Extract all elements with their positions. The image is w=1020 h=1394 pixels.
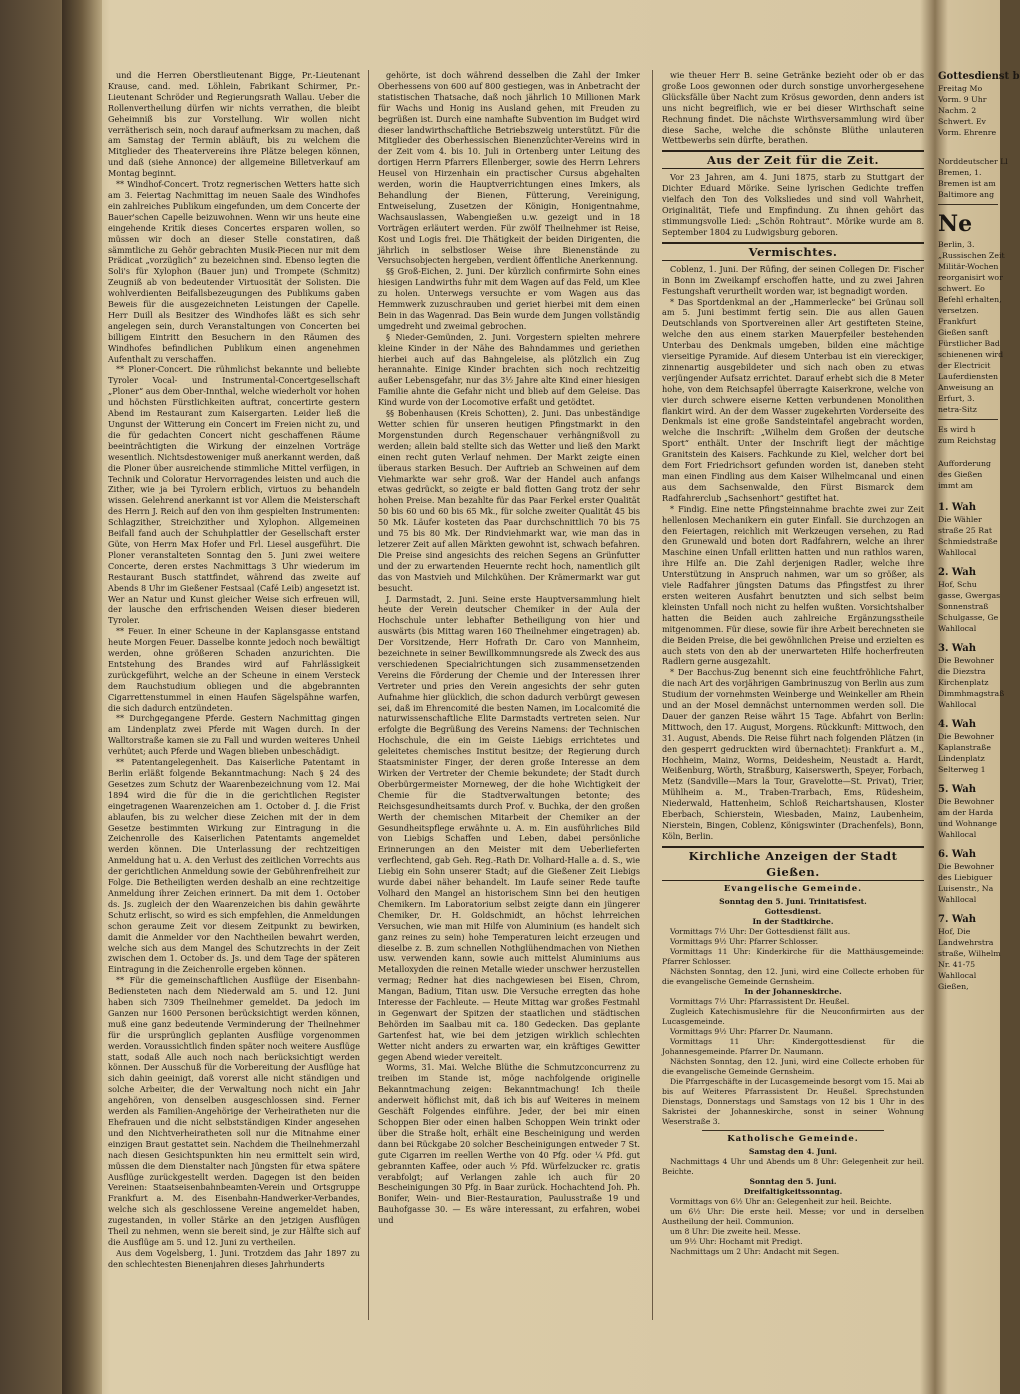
- fragment-line: Kirchenplatz: [938, 678, 989, 687]
- fragment-line: versetzen.: [938, 306, 979, 315]
- section-heading-vermischtes: Vermischtes.: [662, 242, 924, 261]
- article-paragraph: Worms, 31. Mai. Welche Blüthe die Schmutzconcurrenz zu treiben im Stande ist, möge nachfolgende originelle Bekanntmachung zeigen: Bekanntmachung! Ich theile anderweit höflichst mit, daß ich bis auf Weiteres in meinem Geschäft Folgendes einführe. Jeder, der bei mir einen Schoppen Bier oder einen halben Schoppen Wein trinkt oder über die Straße holt, erhält eine Bescheinigung und werden dann bei Rückgabe 20 solcher Bescheinigungen entweder 7 St. gute Cigarren im reellen Werthe von 40 Pfg. oder ¼ Pfd. gut gebrannten Kaffee, oder auch ½ Pfd. Würfelzucker rc. gratis verabfolgt; auf Verlangen zahle ich auch für 20 Bescheinigungen 30 Pfg. in Baar zurück. Hochachtend Joh. Ph. Bonifer, Wein- und Bier-Restauration, Paulusstraße 19 und Bauhofgasse 30. — Es wäre interessant, zu erfahren, wobei und: [378, 1062, 640, 1226]
- church-notice-line: um 8 Uhr: Die zweite heil. Messe.: [670, 1226, 801, 1236]
- fragment-line: schwert. Eo: [938, 284, 985, 293]
- fragment-line: Freitag Mo: [938, 84, 983, 93]
- church-notice-line: Sonntag den 5. Juni. Trinitatisfest.: [719, 896, 867, 906]
- church-notice-line: Nächsten Sonntag, den 12. Juni, wird eine Collecte erhoben für die evangelische Gemeinde Gernsheim.: [662, 1056, 924, 1076]
- fragment-line: Die Bewohner: [938, 732, 994, 741]
- article-paragraph: J. Darmstadt, 2. Juni. Seine erste Hauptversammlung hielt heute der Verein deutscher Chemiker in der Aula der Hochschule unter lebhafter Betheiligung von hier und auswärts (bis Mittag waren 160 Theilnehmer eingetragen) ab. Der Vorsitzende, Herr Hofrath Dr. Caro von Mannheim, bezeichnete in seiner Bewillkommnungsrede als Zweck des aus verschiedenen Specialrichtungen sich zusammensetzenden Vereins die Förderung der Chemie und der Interessen ihrer Vertreter und pries den Verein angesichts der sehr guten Aufnahme hier glücklich, die schon dadurch verbürgt gewesen sei, daß im Ehrencomité die besten Namen, im Localcomité die naturwissenschaftliche Elite Darmstadts vertreten seien. Nur erfolgte die Begrüßung des Vereins Namens: der Technischen Hochschule, die ein im Geiste Liebigs errichtetes und geleitetes chemisches Institut besitze; der Regierung durch Staatsminister Finger, der deren große Interesse an dem Wirken der Vertreter der Chemie bekundete; der Stadt durch Oberbürgermeister Morneweg, der die hohe Wichtigkeit der Chemie für die Stadtverwaltungen betonte; des Reichsgesundheitsamts durch Prof. v. Buchka, der den großen Werth der chemischen Mitarbeit der Chemiker an der Gesundheitspflege erwähnte u. A. m. Ein ausführliches Bild von Liebigs Schaffen und Leben, dabei persönliche Erinnerungen an den Meister mit dem Ueberlieferten verflechtend, gab Geh. Reg.-Rath Dr. Volhard-Halle a. d. S., wie Liebig ein Sohn unserer Stadt; auf die Gießener Zeit Liebigs wurde dabei näher behandelt. Im Laufe seiner Rede taufte Volhard den Mangel an historischem Sinn bei den heutigen Chemikern. Im Laboratorium selbst zeigte dann ein jüngerer Chemiker, Dr. H. Goldschmidt, an höchst lehrreichen Versuchen, wie man mit Hilfe von Aluminium (es handelt sich ganz reines zu sein) hohe Temperaturen leicht erzeugen und dieselbe z. B. zum schnellen Nothglühendmachen von Niethen usw. verwenden kann, sowie auch mittelst Aluminiums aus Metalloxyden die reinen Metalle wieder unschwer herzustellen vermag; Redner hat dies nachgewiesen bei Eisen, Chrom, Mangan, Badium, Titan usw. Die Versuche erregten das hohe Interesse der Fachleute. — Heute Mittag war großes Festmahl in Gegenwart der Spitzen der staatlichen und städtischen Behörden im Saalbau mit ca. 180 Gedecken. Das geplante Gartenfest hat, wie bei dem jetzigen wirklich schlechten Wetter nicht anders zu erwarten war, ein kräftiges Gewitter gegen Abend wieder vereitelt.: [378, 593, 640, 1062]
- church-notice-line: um 6½ Uhr: Die erste heil. Messe; vor und in derselben Austheilung der heil. Communion.: [662, 1206, 924, 1226]
- fragment-line: und Wohnange: [938, 819, 998, 828]
- church-notice-line: In der Johanneskirche.: [744, 986, 842, 996]
- church-notice-line: Zugleich Katechismuslehre für die Neuconfirmirten aus der Lucasgemeinde.: [662, 1006, 924, 1026]
- vermischtes-list: [662, 264, 924, 842]
- fragment-line: straße 25 Rat: [938, 526, 993, 535]
- fragment-line: Die Bewohner: [938, 797, 994, 806]
- fragment-line: Die Wähler: [938, 515, 982, 524]
- fragment-line: des Gießen: [938, 470, 983, 479]
- fragment-line: Wahllocal: [938, 624, 977, 633]
- fragment-line: Nachm. 2: [938, 106, 977, 115]
- fragment-line: am der Harda: [938, 808, 994, 817]
- church-notice-line: Sonntag den 5. Juni.: [749, 1176, 837, 1186]
- fragment-line: Schwert. Ev: [938, 117, 986, 126]
- fragment-line: Baltimore ang: [938, 190, 995, 199]
- spacer: [938, 446, 1000, 458]
- vermischtes-item: Coblenz, 1. Juni. Der Rüfing, der seinen Collegen Dr. Fischer in Bonn im Zweikampf erschoffen hatte, und zu zwei Jahren Festungshaft verurtheilt worden war, ist begnadigt worden.: [662, 263, 924, 296]
- fragment-line: 5. Wah: [938, 784, 977, 795]
- fragment-line: die Diezstra: [938, 667, 986, 676]
- article-paragraph: ** Patentangelegenheit. Das Kaiserliche Patentamt in Berlin erläßt folgende Bekanntmachung: Nach § 24 des Gesetzes zum Schutz der Waarenbezeichnung vom 12. Mai 1894 wird die für die in die gerichtlichen Register eingetragenen Waarenzeichen am 1. October d. J. die Frist ablaufen, bis zu welcher diese Zeichen mit der in dem Gesetze bestimmten Wirkung zur Eintragung in die Zeichenrolle des Kaiserlichen Patentamts angemeldet werden können. Die Unterlassung der rechtzeitigen Anmeldung hat u. A. den Verlust des zeitlichen Vorrechts aus der gerichtlichen Anmeldung sowie der Gebührenfreiheit zur Folge. Die Betheiligten werden deshalb an eine rechtzeitige Anmeldung ihrer Zeichen erinnert. Da mit dem 1. October ds. Js. zugleich der den Waarenzeichen bis dahin gewährte Schutz erlischt, so wird es sich empfehlen, die Anmeldungen schon geraume Zeit vor diesem Zeitpunkt zu bewirken, damit die Anmelder vor den Nachtheilen bewahrt werden, welche sich aus dem Mangel des Schutzrechts in der Zeit zwischen dem 1. October ds. Js. und dem Tage der späteren Eintragung in die Zeichenrolle ergeben können.: [108, 757, 360, 975]
- fragment-line: Bremen, 1.: [938, 168, 982, 177]
- article-paragraph: Aus dem Vogelsberg, 1. Juni. Trotzdem das Jahr 1897 zu den schlechtesten Bienenjahren dieses Jahrhunderts: [108, 1247, 360, 1269]
- fragment-line: straße, Wilhelm: [938, 949, 1001, 958]
- column-rule: [652, 70, 653, 1320]
- fragment-line: 6. Wah: [938, 849, 977, 860]
- spacer: [938, 840, 1000, 848]
- spacer: [938, 905, 1000, 913]
- fragment-line: Norddeutscher Ll: [938, 157, 1008, 166]
- evangelische-gemeinde-heading: Evangelische Gemeinde.: [723, 883, 863, 894]
- fragment-line: Sonnenstraß: [938, 602, 989, 611]
- fragment-line: zum Reichstag: [938, 436, 997, 445]
- article-paragraph: ** Für die gemeinschaftlichen Ausflüge der Eisenbahn-Bediensteten nach dem Niederwald am 5. und 12. Juni haben sich 7309 Theilnehmer gemeldet. Da jedoch im Ganzen nur 1600 Personen berücksichtigt werden können, muß eine ganz bedeutende Verminderung der Theilnehmer für die ursprünglich geplanten Ausflüge vorgenommen werden. Voraussichtlich finden später noch weitere Ausflüge statt, sodaß Alle auch noch nach berücksichtigt werden können. Der Ausschuß für die Vorbereitung der Ausflüge hat sich dahin geeinigt, daß vorerst alle nicht ständigen und solche Arbeiter, die der Verwaltung noch nicht ein Jahr angehören, von denselben ausgeschlossen sind. Ferner werden als Familien-Angehörige der Verheiratheten nur die Ehefrauen und die nicht selbstständigen Kinder angesehen und den Nichtverheiratheten soll nur die Mitnahme einer einzigen Braut gestattet sein. Nachdem die Theilnehmerzahl nach diesen Gesichtspunkten hin neu ermittelt sein wird, müssen die dem Dienstalter nach Jüngsten für etwa spätere Ausflüge zurückgestellt werden. Dagegen ist den beiden Vereinen: Staatseisenbahnbeamten-Verein und Ortsgruppe Frankfurt a. M. des Eisenbahn-Handwerker-Verbandes, welche sich als geschlossene Vereine angemeldet haben, zugestanden, in voller Stärke an den jetzigen Ausflügen Theil zu nehmen, wenn sie bereit sind, je zur Hälfte sich auf die Ausflüge am 5. und 12. Juni zu vertheilen.: [108, 975, 360, 1247]
- church-notice-line: Die Pfarrgeschäfte in der Lucasgemeinde besorgt vom 15. Mai ab bis auf Weiteres Pfarrassistent Dr. Heußel. Sprechstunden Dienstags, Donnerstags und Samstags von 12 bis 1 Uhr in des Sakristei der Johanneskirche, sonst in seiner Wohnung Weserstraße 3.: [662, 1076, 924, 1126]
- fragment-line: Landwehrstra: [938, 938, 994, 947]
- fragment-line: Gießen sanft: [938, 328, 989, 337]
- vermischtes-item: * Findig. Eine nette Pfingsteinnahme brachte zwei zur Zeit hellenlosen Mechanikern ein guter Einfall. Sie durchzogen an den Feiertagen, reichlich mit Werkzeugen versehen, zu Rad den Grunewald und boten dort Radfahrern, welche an ihrer Maschine einen Unfall erlitten hatten und nun rathlos waren, ihre Hilfe an. Die Zahl derjenigen Radler, welche ihre Unterstützung in Anspruch nahmen, war um so größer, als viele Radfahrer jüngsten Datums das Pfingstfest zu ihrer ersten weiteren Ausfahrt benutzten und sich selbst beim kleinsten Unfall noch nicht zu helfen wußten. Vorsichtshalber hatten die Beiden auch zahlreiche Ergänzungsstheile mitgenommen. Für diese, sowie für ihre Arbeit berechneten sie die Beiden Preise, die bei gewöhnlichen Preise und erzielten es auch stets von den ab der unerwarteten Hilfe hocherfreuten Radlern gerne ausgezahlt.: [662, 503, 924, 667]
- fragment-line: Die Bewohner: [938, 862, 994, 871]
- fragment-line: Wahllocal: [938, 830, 977, 839]
- church-notice-line: Vormittags 11 Uhr: Kindergottesdienst für die Johannesgemeinde. Pfarrer Dr. Naumann.: [662, 1036, 924, 1056]
- katholische-gemeinde-heading: Katholische Gemeinde.: [727, 1133, 859, 1144]
- divider: [938, 419, 998, 420]
- spacer: [938, 138, 1000, 156]
- fragment-line: Erfurt, 3.: [938, 394, 975, 403]
- section-heading-zeit: Aus der Zeit für die Zeit.: [662, 150, 924, 169]
- fragment-line: Befehl erhalten,: [938, 295, 1002, 304]
- article-paragraph: gehörte, ist doch während desselben die Zahl der Imker Oberhessens von 600 auf 800 gestiegen, was in Anbetracht der statistischen Thatsache, daß noch jährlich 10 Millionen Mark für Wachs und Honig ins Ausland gehen, mit Freuden zu begrüßen ist. Durch eine namhafte Subvention im Budget wird dieser landwirthschaftliche Betriebszweig unterstützt. Für die Mitglieder des Oberhessischen Bienenzüchter-Vereins wird in der Zeit vom 4. bis 10. Juli in Ortenberg unter Leitung des dortigen Herrn Pfarrers Ellenberger, sowie des Herrn Lehrers Heusel von Hirzenhain ein practischer Cursus abgehalten werden, worin die Hauptverrichtungen eines Imkers, als Behandlung der Bienen, Fütterung, Vereinigung, Entweiselung, Zusetzen der Königin, Honigentnahme, Wachsauslassen, Wabengießen u.w. gezeigt und in 18 Vorträgen erläutert werden. Für zwölf Theilnehmer ist Reise, Kost und Logis frei. Die Thätigkeit der beiden Dirigenten, die jährlich in selbstloser Weise ihre Bienenstände zu Versuchsobjecten hergeben, verdient öffentliche Anerkennung.: [378, 70, 640, 266]
- church-notice-line: Vormittags 9½ Uhr: Pfarrer Schlosser.: [670, 936, 819, 946]
- fragment-line: Vorm. 9 Uhr: [938, 95, 987, 104]
- church-notice-line: Nachmittags 4 Uhr und Abends um 8 Uhr: Gelegenheit zur heil. Beichte.: [662, 1156, 924, 1176]
- church-notice-line: um 9½ Uhr: Hochamt mit Predigt.: [670, 1236, 803, 1246]
- article-paragraph: ** Durchgegangene Pferde. Gestern Nachmittag gingen am Lindenplatz zwei Pferde mit Wagen durch. In der Walltorstraße kamen sie zu Fall und wurden weiteres Unheil verhütet; auch Pferde und Wagen blieben unbeschädigt.: [108, 713, 360, 757]
- church-notice-line: Samstag den 4. Juni.: [748, 1146, 838, 1156]
- divider: [938, 204, 998, 205]
- fragment-line: Nr. 41-75: [938, 960, 976, 969]
- fragment-line: Bremen ist am: [938, 179, 996, 188]
- spacer: [938, 491, 1000, 501]
- vermischtes-item: * Der Bacchus-Zug benennt sich eine feuchtfröhliche Fahrt, die nach Art des vorjährigen Gambrinuszug von Berlin aus zum Studium der vornehmsten Weinberge und Weinkeller am Rhein und an der Mosel demnächst unternommen werden soll. Die Dauer der ganzen Reise währt 15 Tage. Abfahrt von Berlin: Mittwoch, den 17. August, Morgens. Rückkunft: Mittwoch, den 31. August, Abends. Die Reise führt nach folgenden Plätzen (in den gesperrt gedruckten wird übernachtet): Frankfurt a. M., Hochheim, Mainz, Worms, Deidesheim, Neustadt a. Hardt, Weißenburg, Wörth, Straßburg, Kaiserswerth, Speyer, Forbach, Metz (Sandville—Mars la Tour, Gravelotte—St. Privat), Trier, Mühlheim a. M., Traben-Trarbach, Ems, Rüdesheim, Niederwald, Hattenheim, Schloß Reichartshausen, Kloster Eberbach, Schierstein, Wiesbaden, Mainz, Laubenheim, Nierstein, Bingen, Coblenz, Königswinter (Drachenfels), Bonn, Köln, Berlin.: [662, 667, 924, 841]
- column-1: [108, 70, 360, 1352]
- fragment-line: des Liebiguer: [938, 873, 993, 882]
- church-notice-line: Nächsten Sonntag, den 12. Juni, wird eine Collecte erhoben für die evangelische Gemeinde Gernsheim.: [662, 966, 924, 986]
- fragment-line: Schulgasse, Ge: [938, 613, 999, 622]
- fragment-line: Lauferdiensten: [938, 372, 998, 381]
- church-notice-line: In der Stadtkirche.: [752, 916, 834, 926]
- fragment-line: Lindenplatz: [938, 754, 985, 763]
- fragment-line: Vorm. Ehrenre: [938, 128, 997, 137]
- fragment-line: Militär-Wochen: [938, 262, 999, 271]
- fragment-line: reorganisirt wor: [938, 273, 1003, 282]
- spacer: [938, 558, 1000, 566]
- fragment-line: „Russischen Zeit: [938, 251, 1005, 260]
- fragment-line: Aufforderung: [938, 459, 991, 468]
- fragment-line: schienenen wird: [938, 350, 1004, 359]
- column-rule: [368, 70, 369, 1320]
- church-notice-line: Vormittags 7½ Uhr: Pfarrassistent Dr. Heußel.: [670, 996, 850, 1006]
- fragment-line: gasse, Gwergas: [938, 591, 1001, 600]
- article-continuation: wie theuer Herr B. seine Getränke bezieht oder ob er das große Loos gewonnen oder durch sonstige unvorhergesehene Glücksfälle über Nacht zum Krösus geworden, denn anders ist uns nicht begreiflich, wie er bei dieser Wirthschaft seine Rechnung findet. Die nächste Wirthsversammlung wird über diese Sache, welche die schönste Blüthe unlauteren Wettbewerbs sein dürfte, berathen.: [662, 70, 924, 146]
- column-2: [378, 70, 640, 1290]
- fragment-line: 2. Wah: [938, 567, 977, 578]
- fragment-line: 3. Wah: [938, 643, 977, 654]
- fragment-line: Anweisung an: [938, 383, 994, 392]
- fragment-line: der Electricit: [938, 361, 991, 370]
- fragment-line: Kaplanstraße: [938, 743, 991, 752]
- book-gutter: [62, 0, 102, 1394]
- fragment-line: Gießen,: [938, 982, 969, 991]
- fragment-line: Hof, Schu: [938, 580, 977, 589]
- fragment-line: Frankfurt: [938, 317, 977, 326]
- article-paragraph: ** Ploner-Concert. Die rühmlichst bekannte und beliebte Tyroler Vocal- und Instrumental-Concertgesellschaft „Ploner“ aus dem Ober-Innthal, welche wiederholt vor hohen und höchsten Fürstlichkeiten auftrat, concertirte gestern Abend im Restaurant zum Kaisergarten. Leider ließ die Ungunst der Witterung ein Concert im Freien nicht zu, und die für gedachten Concert nicht geschaffenen Räume beeinträchtigten die Wirkung der einzelnen Vorträge wesentlich. Nichtsdestoweniger muß anerkannt werden, daß die Ploner über ausreichende stimmliche Mittel verfügen, in Technik und Coloratur Hervorragendes leisten und auch die Zither, wie ja bei Tyrolern erblich, virtuos zu behandeln wissen. Gelehrend anerkannt ist vor Allem die Meisterschaft des Herrn J. Reich auf den von ihm gespielten Instrumenten: Schlagzither, Streichzither und Xylophon. Allgemeinen Beifall fand auch der Schuhplattler der Gesellschaft erster Güte, von Herrn Max Hofer und Frl. Liesel ausgeführt. Die Ploner veranstalteten Sonntag den 5. Juni zwei weitere Concerte, deren erstes Nachmittags 3 Uhr wiederum im Restaurant Busch stattfindet, während das zweite auf Abends 8 Uhr im Gießener Festsaal (Café Leib) angesetzt ist. Wer an Natur und Kunst gleicher Weise sich erfreuen will, der lausche den erfrischenden Weisen dieser biederen Tyroler.: [108, 364, 360, 626]
- katholische-gemeinde-list: [662, 1147, 924, 1257]
- church-notice-line: Nachmittags um 2 Uhr: Andacht mit Segen.: [670, 1246, 840, 1256]
- fragment-line: netra-Sitz: [938, 405, 977, 414]
- church-notice-line: Vormittags 9½ Uhr: Pfarrer Dr. Naumann.: [670, 1026, 833, 1036]
- article-paragraph: § Nieder-Gemünden, 2. Juni. Vorgestern spielten mehrere kleine Kinder in der Nähe des Bahndammes und geriethen hierbei auch auf das Bahngeleise, als plötzlich ein Zug herannahte. Einige Kinder brachten sich noch rechtzeitig außer Lebensgefahr, nur das 3½ Jahre alte Kind einer hiesigen Familie ahnte die Gefahr nicht und blieb auf dem Geleise. Das Kind wurde von der Locomotive erfaßt und getödtet.: [378, 331, 640, 408]
- fragment-heading: Ne: [938, 211, 973, 237]
- fragment-line: Gottesdienst b: [938, 71, 1020, 82]
- church-notice-line: Vormittags von 6½ Uhr an: Gelegenheit zur heil. Beichte.: [670, 1196, 892, 1206]
- fragment-line: Wahllocal: [938, 700, 977, 709]
- spacer: [938, 634, 1000, 642]
- fragment-line: 1. Wah: [938, 502, 977, 513]
- evangelische-gemeinde-list: [662, 897, 924, 1127]
- fragment-line: Wahllocal: [938, 971, 977, 980]
- fragment-line: Berlin, 3.: [938, 240, 975, 249]
- newspaper-page: [102, 70, 930, 1360]
- fragment-line: Dimmhmagstraß: [938, 689, 1005, 698]
- spacer: [938, 775, 1000, 783]
- adjacent-page-fragment: [938, 70, 1020, 1350]
- church-notice-line: Gottesdienst.: [764, 906, 822, 916]
- fragment-line: Luisenstr., Na: [938, 884, 994, 893]
- article-paragraph: §§ Bobenhausen (Kreis Schotten), 2. Juni. Das unbeständige Wetter schien für unseren heutigen Pfingstmarkt in den Morgenstunden durch Regenschauer verhängnißvoll zu werden; allein bald stellte sich das Wetter und ließ den Markt einen recht guten Verlauf nehmen. Der Markt zeigte einen überaus starken Besuch. Der Auftrieb an Schweinen auf dem Viehmarkte war sehr groß. War der Handel auch anfangs etwas gedrückt, so zeigte er bald flotten Gang trotz der sehr hohen Preise. Man bezahlte für das Paar Ferkel erster Qualität 50 bis 60 und 60 bis 65 Mk., für solche zweiter Qualität 45 bis 50 Mk. Läufer kosteten das Paar durchschnittlich 70 bis 75 und 75 bis 80 Mk. Der Rindviehmarkt war, wie man das in letzerer Zeit auf allen Märkten gewohnt ist, schwach befahren. Die Preise sind angesichts des reichen Segens an Grünfutter und der zu erwartenden Heuernte recht hoch, namentlich gilt das von Mastvieh und Milchkühen. Der Krämermarkt war gut besucht.: [378, 408, 640, 593]
- fragment-line: 4. Wah: [938, 719, 977, 730]
- church-notice-line: Dreifaltigkeitssonntag.: [743, 1186, 843, 1196]
- fragment-line: Die Bewohner: [938, 656, 994, 665]
- fragment-line: Wahllocal: [938, 548, 977, 557]
- fragment-line: Schmiedstraße: [938, 537, 998, 546]
- fragment-line: Wahllocal: [938, 895, 977, 904]
- fragment-line: 7. Wah: [938, 914, 977, 925]
- divider: [702, 1130, 884, 1131]
- fragment-line: Hof, Die: [938, 927, 971, 936]
- article-moerike: Vor 23 Jahren, am 4. Juni 1875, starb zu Stuttgart der Dichter Eduard Mörike. Seine lyrischen Gedichte treffen vielfach den Ton des Volksliedes und sind voll Wahrheit, Originalität, Tiefe und Empfindung. Zu ihnen gehört das stimmungsvolle Lied: „Schön Rohtraut“. Mörike wurde am 8. September 1804 zu Ludwigsburg geboren.: [662, 172, 924, 237]
- fragment-line: Selterweg 1: [938, 765, 986, 774]
- fragment-line: Es wird h: [938, 425, 976, 434]
- spacer: [938, 710, 1000, 718]
- section-heading-kirchliche-anzeigen: Kirchliche Anzeigen der Stadt Gießen.: [662, 846, 924, 881]
- fragment-line: Fürstlicher Bad: [938, 339, 1000, 348]
- church-notice-line: Vormittags 7½ Uhr: Der Gottesdienst fällt aus.: [670, 926, 851, 936]
- article-paragraph: ** Feuer. In einer Scheune in der Kaplansgasse entstand heute Morgen Feuer. Dasselbe konnte jedoch noch bewältigt werden, ohne größeren Schaden anzurichten. Die Entstehung des Brandes wird auf Fahrlässigkeit zurückgeführt, welche an der Scheune in einem Versteck dem Rauchstudium obliegen und die abgebrannten Cigarrettenstummel in einen Haufen Sägelspähne warfen, die sich dadurch entzündeten.: [108, 626, 360, 713]
- article-paragraph: und die Herren Oberstlieutenant Bigge, Pr.-Lieutenant Krause, cand. med. Löhlein, Fabrikant Schirmer, Pr.-Lieutenant Schröder und Regierungsrath Wallau. Ueber die Rollenvertheilung dürfen wir nichts verrathen, die bleibt Geheimniß bis zur Vorstellung. Wir wollen nicht verrätherisch sein, noch darauf aufmerksam zu machen, daß am Samstag der Termin abläuft, bis zu welchem die Mitglieder des Theatervereins ihre Plätze belegen können, und daß (siehe Annonce) der allgemeine Billetverkauf am Montag beginnt.: [108, 70, 360, 179]
- vermischtes-item: * Das Sportdenkmal an der „Hammerlecke“ bei Grünau soll am 5. Juni bestimmt fertig sein. Die aus allen Gauen Deutschlands von Sportvereinen aller Art gestifteten Steine, welche den aus einem starken Mauerpfeiler bestehenden Unterbau des Denkmals umgeben, bilden eine mächtige vierseitige Pyramide. Auf diesem Unterbau ist ein viereckiger, zinnenartig ausgebildeter und sich nach oben zu etwas verjüngender Aufsatz errichtet. Darauf erhebt sich die 8 Meter hohe, von dem Reichsapfel überragte Kaiserkrone, welche von vier durch schwere eiserne Ketten verbundenen Monolithen flankirt wird. An der dem Wasser zugekehrten Vorderseite des Denkmals ist eine große Sandsteintafel angebracht worden, welche die Inschrift: „Wilhelm dem Großen der deutsche Sport“ enthält. Unter der Inschrift liegt der mächtige Granitstein des Kaisers. Fachkunde zu Kiel, welcher dort bei dem Fort Friedrichsort gefunden worden ist, daneben steht man einen Findling aus dem Kaiser Wilhelmcanal und einen aus dem Sachsenwalde, den Fürst Bismarck dem Radfahrerclub „Sachsenhort“ gestiftet hat.: [662, 296, 924, 503]
- column-3: [662, 70, 924, 1352]
- fragment-line: immt am: [938, 481, 973, 490]
- church-notice-line: Vormittags 11 Uhr: Kinderkirche für die Matthäusgemeinde: Pfarrer Schlosser.: [662, 946, 924, 966]
- article-paragraph: §§ Groß-Eichen, 2. Juni. Der kürzlich confirmirte Sohn eines hiesigen Landwirths fuhr mit dem Wagen auf das Feld, um Klee zu holen. Unterwegs versuchte er vom Wagen aus das Hemmwerk zuzuschrauben und geriet hierbei mit dem einen Bein in das Wagenrad. Das Bein wurde dem Jungen vollständig umgedreht und zweimal gebrochen.: [378, 266, 640, 331]
- article-paragraph: ** Windhof-Concert. Trotz regnerischen Wetters hatte sich am 3. Feiertag Nachmittag im neuen Saale des Windhofes ein zahlreiches Publikum eingefunden, um dem Concerte der Bauer'schen Capelle beizuwohnen. Wenn wir uns heute eine eingehende Kritik dieses Concertes ersparen wollen, so müssen wir doch an dieser Stelle constatiren, daß sämmtliche zu Gehör gebrachten Musik-Piecen nur mit dem Prädicat „vorzüglich“ zu bezeichnen sind. Ebenso legten die Soli's für Xylophon (Bauer jun) und Trompete (Schmitz) Zeugniß ab von bedeutender Virtuosität der Solisten. Die wohlverdienten Beifallsbezeugungen des Publikums gaben Beweis für die ausgezeichneten Leistungen der Capelle. Herr Duill als Besitzer des Windhofes läßt es sich sehr angelegen sein, durch Veranstaltungen von Concerten bei billigem Eintritt den Besuchern in den Räumen des Windhofes befindlichen Publikum einen angenehmen Aufenthalt zu verschaffen.: [108, 179, 360, 364]
